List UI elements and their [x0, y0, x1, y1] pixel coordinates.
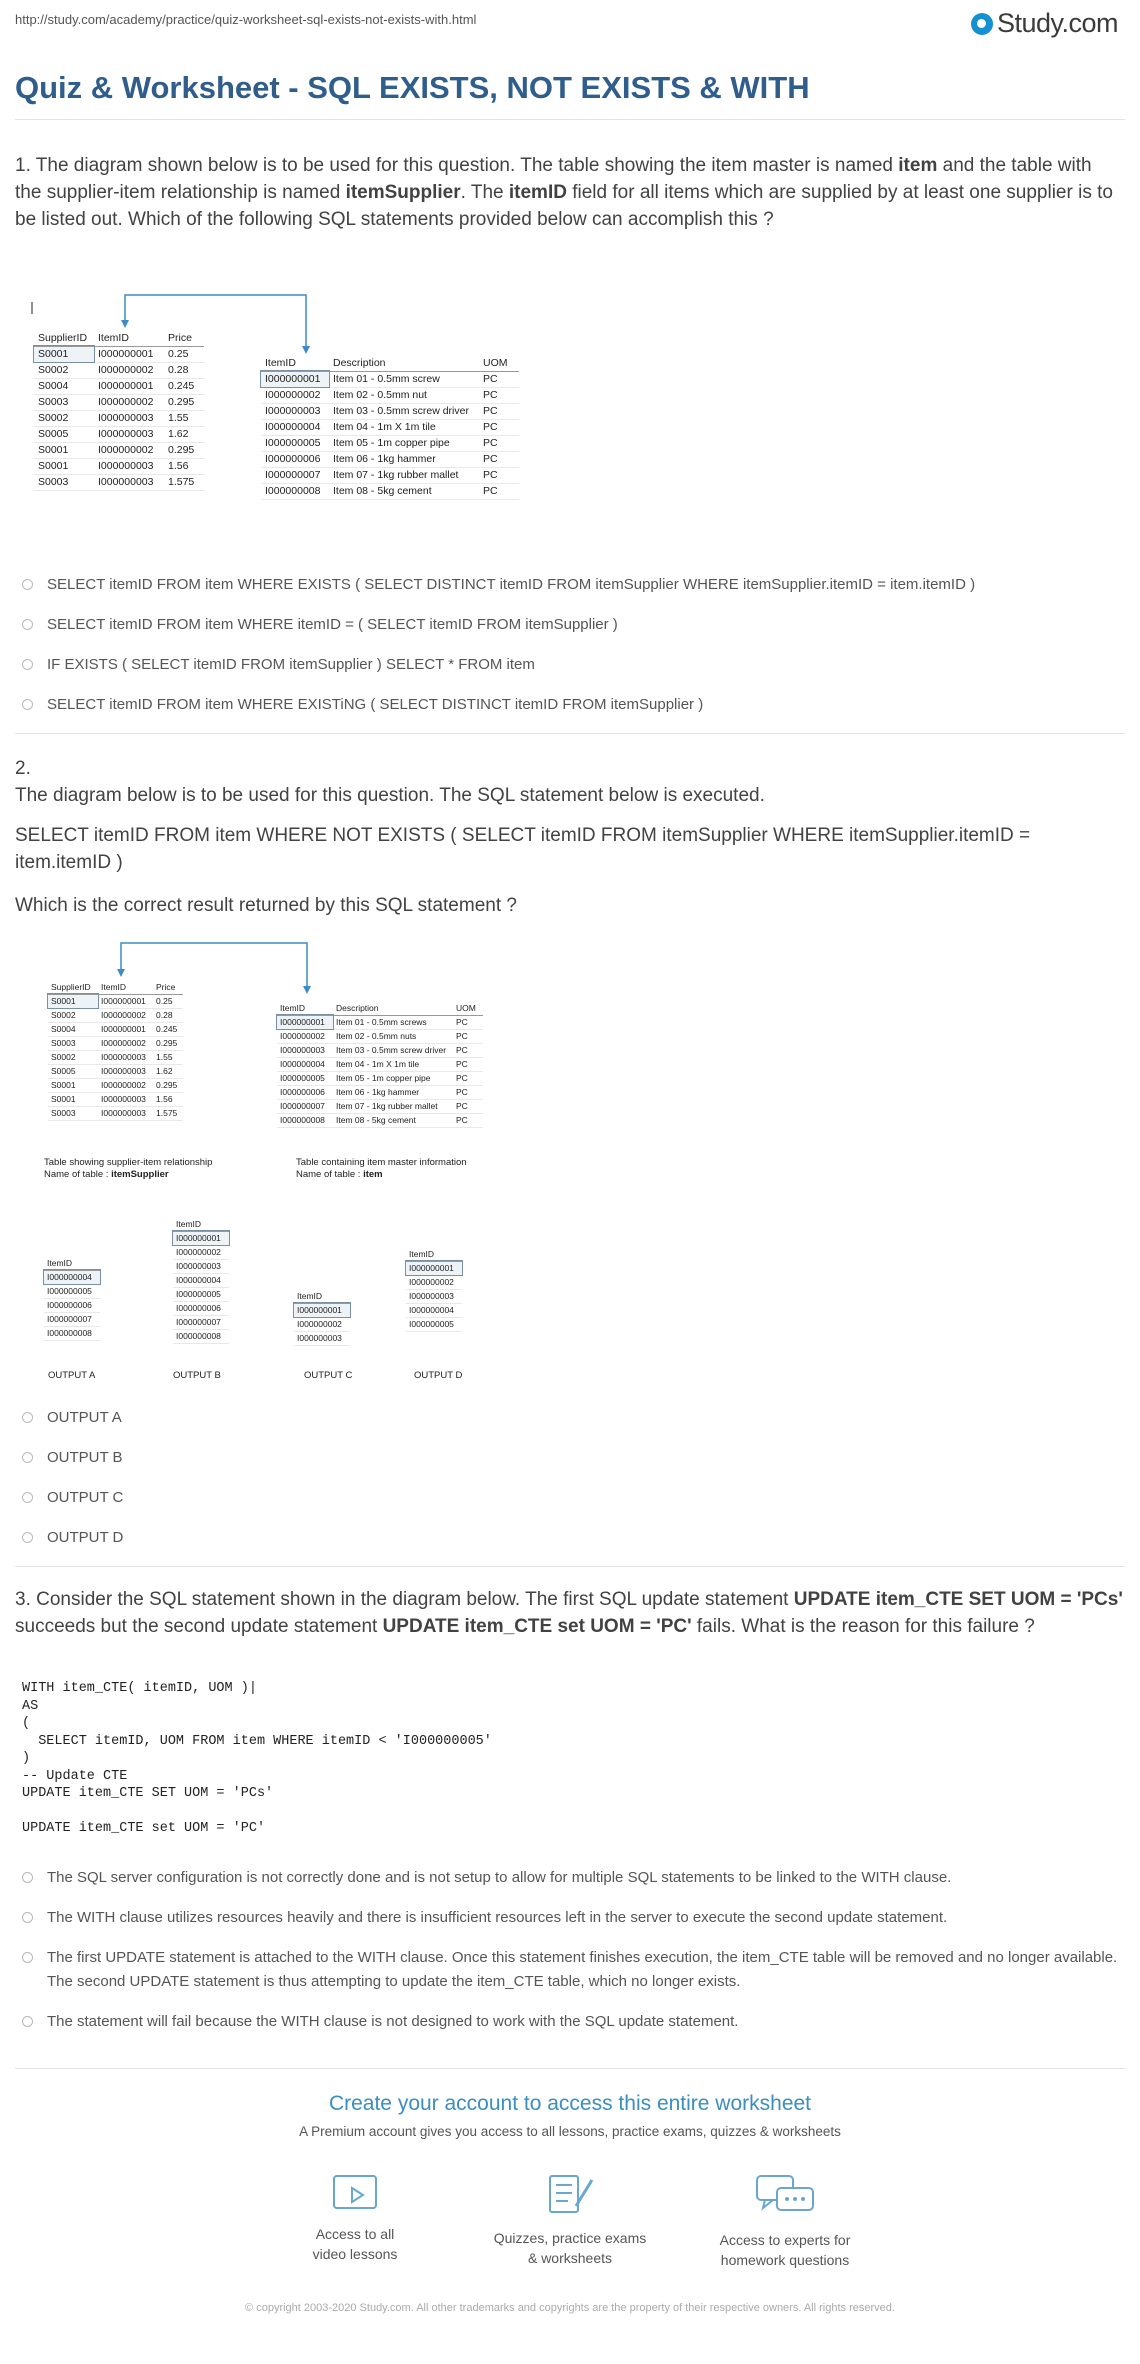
output-a-label: OUTPUT A [48, 1370, 96, 1381]
table-row [294, 1303, 350, 1317]
table-cell: PC [453, 1043, 483, 1057]
table-cell: Item 07 - 1kg rubber mallet [329, 467, 479, 483]
table-cell: I000000003 [98, 1064, 153, 1078]
question-2-prompt: Which is the correct result returned by this SQL statement ? [15, 895, 517, 916]
table-cell: I000000006 [261, 451, 329, 467]
table-header-cell: ItemID [173, 1217, 229, 1231]
table-row [34, 346, 204, 362]
question-2-option[interactable]: OUTPUT C [22, 1486, 1137, 1510]
table-cell: I000000001 [261, 371, 329, 387]
table-row [261, 387, 519, 403]
table-cell: PC [479, 403, 519, 419]
table-cell: S0004 [34, 378, 94, 394]
table-cell: S0001 [48, 1078, 98, 1092]
output-c-table [294, 1289, 350, 1346]
question-3-text: 3. Consider the SQL statement shown in the diagram below. The first SQL update statement UPDATE item_CTE SET UOM = 'PCs' succeeds but the second update statement UPDATE item_CTE set UOM = 'PC' fails. What is the reason for this failure ? [15, 1589, 1123, 1637]
table-header-cell: SupplierID [34, 330, 94, 346]
output-a-table [44, 1256, 100, 1341]
table-cell: S0003 [48, 1106, 98, 1120]
table-header-cell: ItemID [44, 1256, 100, 1270]
table-cell: 1.56 [164, 458, 204, 474]
table-row [44, 1270, 100, 1284]
table-cell: 1.62 [164, 426, 204, 442]
table-row [44, 1284, 100, 1298]
table-row [277, 1015, 483, 1029]
table-cell: I000000003 [98, 1092, 153, 1106]
table-cell: Item 03 - 0.5mm screw driver [333, 1043, 453, 1057]
table-cell: I000000004 [277, 1057, 333, 1071]
table-cell: I000000003 [94, 426, 164, 442]
table-cell: PC [453, 1015, 483, 1029]
table-row [48, 1050, 183, 1064]
table-cell: I000000002 [98, 1008, 153, 1022]
table-cell: 1.55 [153, 1050, 183, 1064]
table-cell: 0.295 [164, 442, 204, 458]
feature-video-lessons: Access to all video lessons [270, 2172, 440, 2264]
radio-button[interactable] [22, 1912, 33, 1923]
table-cell: S0002 [48, 1050, 98, 1064]
sql-code-block: WITH item_CTE( itemID, UOM )| AS ( SELECT itemID, UOM FROM item WHERE itemID < 'I000000005' ) -- Update CTE UPDATE item_CTE SET UOM = 'PCs' UPDATE item_CTE set UOM = 'PC' [22, 1681, 492, 1836]
table-cell: I000000003 [98, 1106, 153, 1120]
table-header-cell: ItemID [294, 1289, 350, 1303]
output-d-label: OUTPUT D [414, 1370, 463, 1381]
table-row [34, 378, 204, 394]
table-row [34, 426, 204, 442]
question-1-option[interactable]: SELECT itemID FROM item WHERE itemID = ( SELECT itemID FROM itemSupplier ) [22, 613, 1137, 637]
item-supplier-table [48, 980, 183, 1121]
table-cell: 1.62 [153, 1064, 183, 1078]
table-cell: 0.245 [164, 378, 204, 394]
radio-button[interactable] [22, 699, 33, 710]
table-cell: PC [453, 1099, 483, 1113]
table-row [261, 451, 519, 467]
table-cell: Item 06 - 1kg hammer [333, 1085, 453, 1099]
table-cell: 1.575 [153, 1106, 183, 1120]
table-header-cell: ItemID [277, 1001, 333, 1015]
table-header-cell: ItemID [261, 355, 329, 371]
table-cell: I000000004 [173, 1273, 229, 1287]
table-header-cell: SupplierID [48, 980, 98, 994]
table-row [44, 1298, 100, 1312]
table-row [48, 1092, 183, 1106]
table-cell: I000000002 [98, 1078, 153, 1092]
table-cell: 0.25 [153, 994, 183, 1008]
table-row [173, 1245, 229, 1259]
table-row [277, 1071, 483, 1085]
table-cell: I000000007 [173, 1315, 229, 1329]
table-cell: 1.56 [153, 1092, 183, 1106]
question-3-option[interactable]: The SQL server configuration is not correctly done and is not setup to allow for multiple SQL statements to be linked to the WITH clause. [22, 1866, 1137, 1890]
table-cell: I000000007 [277, 1099, 333, 1113]
table-cell: I000000003 [406, 1289, 462, 1303]
table-cell: S0005 [34, 426, 94, 442]
table-cell: I000000003 [294, 1331, 350, 1345]
table-row [34, 458, 204, 474]
table-cell: Item 07 - 1kg rubber mallet [333, 1099, 453, 1113]
question-1-option[interactable]: SELECT itemID FROM item WHERE EXISTS ( SELECT DISTINCT itemID FROM itemSupplier WHERE itemSupplier.itemID = item.itemID ) [22, 573, 1137, 597]
radio-button[interactable] [22, 579, 33, 590]
table-header-cell: ItemID [98, 980, 153, 994]
table-cell: I000000005 [406, 1317, 462, 1331]
table-cell: I000000006 [173, 1301, 229, 1315]
table-cell: I000000003 [173, 1259, 229, 1273]
table-cell: I000000003 [98, 1050, 153, 1064]
table-cell: PC [479, 371, 519, 387]
table-cell: S0005 [48, 1064, 98, 1078]
table-cell: S0002 [34, 362, 94, 378]
table-cell: I000000006 [277, 1085, 333, 1099]
table-cell: I000000003 [277, 1043, 333, 1057]
feature-quizzes: Quizzes, practice exams & worksheets [485, 2172, 655, 2268]
table-cell: I000000007 [44, 1312, 100, 1326]
table-cell: 0.245 [153, 1022, 183, 1036]
table-cell: I000000002 [294, 1317, 350, 1331]
table-row [294, 1317, 350, 1331]
table-header-cell: Description [329, 355, 479, 371]
table-cell: I000000008 [261, 483, 329, 499]
table-row [34, 442, 204, 458]
table-header-cell: UOM [479, 355, 519, 371]
table-cell: Item 08 - 5kg cement [333, 1113, 453, 1127]
table-cell: 1.55 [164, 410, 204, 426]
table-cell: I000000001 [94, 378, 164, 394]
table-cell: PC [453, 1071, 483, 1085]
table-header-cell: Price [153, 980, 183, 994]
table-cell: I000000004 [44, 1270, 100, 1284]
table-cell: I000000005 [173, 1287, 229, 1301]
table-row [277, 1113, 483, 1127]
table-cell: PC [479, 387, 519, 403]
table-cell: S0003 [48, 1036, 98, 1050]
question-3-option[interactable]: The statement will fail because the WITH clause is not designed to work with the SQL update statement. [22, 2010, 1137, 2034]
video-lesson-icon [328, 2172, 382, 2212]
supplier-table-caption: Table showing supplier-item relationship Name of table : itemSupplier [44, 1157, 213, 1180]
question-1-diagram [28, 290, 548, 530]
table-row [173, 1287, 229, 1301]
table-cell: I000000008 [277, 1113, 333, 1127]
table-cell: I000000001 [173, 1231, 229, 1245]
table-row [294, 1331, 350, 1345]
table-cell: I000000002 [406, 1275, 462, 1289]
table-cell: I000000005 [277, 1071, 333, 1085]
question-3-option[interactable]: The first UPDATE statement is attached to the WITH clause. Once this statement finishes execution, the item_CTE table will be removed and no longer available. The second UPDATE statement is thus attempting to update the item_CTE table, which no longer exists. [22, 1946, 1137, 1994]
table-row [406, 1261, 462, 1275]
table-cell: I000000001 [94, 346, 164, 362]
table-cell: Item 04 - 1m X 1m tile [333, 1057, 453, 1071]
table-cell: 0.25 [164, 346, 204, 362]
table-cell: S0002 [48, 1008, 98, 1022]
table-cell: I000000004 [261, 419, 329, 435]
table-row [277, 1029, 483, 1043]
radio-button[interactable] [22, 1492, 33, 1503]
table-row [261, 435, 519, 451]
table-cell: I000000003 [94, 458, 164, 474]
table-cell: PC [479, 451, 519, 467]
study-logo-icon [971, 13, 993, 35]
table-row [277, 1085, 483, 1099]
divider [15, 119, 1125, 120]
table-row [406, 1289, 462, 1303]
table-cell: I000000001 [406, 1261, 462, 1275]
table-row [261, 371, 519, 387]
question-2-number: 2. [15, 758, 31, 779]
table-cell: PC [479, 467, 519, 483]
study-logo[interactable] [971, 8, 1118, 39]
question-2-intro: The diagram below is to be used for this question. The SQL statement below is executed. [15, 785, 765, 806]
table-cell: I000000003 [94, 474, 164, 490]
question-3-option[interactable]: The WITH clause utilizes resources heavily and there is insufficient resources left in the server to execute the second update statement. [22, 1906, 1137, 1930]
feature-experts: Access to experts for homework questions [700, 2172, 870, 2270]
table-row [34, 362, 204, 378]
table-cell: I000000008 [173, 1329, 229, 1343]
output-b-table [173, 1217, 229, 1344]
item-supplier-table [34, 330, 204, 491]
divider [15, 2068, 1125, 2069]
radio-button[interactable] [22, 619, 33, 630]
output-options-diagram [40, 1210, 510, 1390]
radio-button[interactable] [22, 1872, 33, 1883]
output-d-table [406, 1247, 462, 1332]
table-row [406, 1317, 462, 1331]
table-cell: PC [479, 419, 519, 435]
table-cell: PC [453, 1085, 483, 1099]
table-cell: Item 05 - 1m copper pipe [333, 1071, 453, 1085]
table-row [48, 1008, 183, 1022]
table-cell: I000000007 [261, 467, 329, 483]
table-row [261, 467, 519, 483]
table-cell: 0.28 [153, 1008, 183, 1022]
radio-button[interactable] [22, 1412, 33, 1423]
table-cell: 0.295 [164, 394, 204, 410]
item-master-table [277, 1001, 483, 1128]
table-cell: S0003 [34, 394, 94, 410]
table-header-cell: ItemID [406, 1247, 462, 1261]
table-row [173, 1329, 229, 1343]
question-2-option[interactable]: OUTPUT A [22, 1406, 1137, 1430]
divider [15, 733, 1125, 734]
table-row [48, 1106, 183, 1120]
table-cell: Item 04 - 1m X 1m tile [329, 419, 479, 435]
item-table-caption: Table containing item master information Name of table : item [296, 1157, 467, 1180]
table-cell: Item 02 - 0.5mm nut [329, 387, 479, 403]
table-cell: I000000002 [94, 362, 164, 378]
table-row [173, 1259, 229, 1273]
table-cell: I000000004 [406, 1303, 462, 1317]
table-cell: Item 02 - 0.5mm nuts [333, 1029, 453, 1043]
table-cell: I000000005 [261, 435, 329, 451]
table-cell: S0001 [48, 1092, 98, 1106]
question-2-option[interactable]: OUTPUT D [22, 1526, 1137, 1550]
table-row [277, 1099, 483, 1113]
radio-button[interactable] [22, 1452, 33, 1463]
table-row [173, 1301, 229, 1315]
table-row [277, 1057, 483, 1071]
table-cell: S0003 [34, 474, 94, 490]
table-cell: S0004 [48, 1022, 98, 1036]
table-cell: I000000003 [94, 410, 164, 426]
question-1-option[interactable]: SELECT itemID FROM item WHERE EXISTiNG ( SELECT DISTINCT itemID FROM itemSupplier ) [22, 693, 1137, 717]
table-header-cell: UOM [453, 1001, 483, 1015]
table-cell: Item 08 - 5kg cement [329, 483, 479, 499]
table-cell: S0001 [34, 442, 94, 458]
output-c-label: OUTPUT C [304, 1370, 353, 1381]
cta-subtitle: A Premium account gives you access to all lessons, practice exams, quizzes & worksheets [299, 2124, 841, 2139]
table-row [261, 419, 519, 435]
divider [15, 1566, 1125, 1567]
table-cell: PC [453, 1113, 483, 1127]
table-cell: PC [479, 435, 519, 451]
table-cell: I000000001 [294, 1303, 350, 1317]
radio-button[interactable] [22, 659, 33, 670]
item-master-table [261, 355, 519, 500]
table-cell: I000000001 [98, 1022, 153, 1036]
radio-button[interactable] [22, 1532, 33, 1543]
table-cell: I000000003 [261, 403, 329, 419]
table-cell: I000000002 [261, 387, 329, 403]
table-row [48, 1036, 183, 1050]
table-row [277, 1043, 483, 1057]
question-2-statement: SELECT itemID FROM item WHERE NOT EXISTS ( SELECT itemID FROM itemSupplier WHERE itemSupplier.itemID = item.itemID ) [15, 825, 1031, 873]
table-row [261, 403, 519, 419]
question-1-text: 1. The diagram shown below is to be used for this question. The table showing the item master is named item and the table with the supplier-item relationship is named itemSupplier. The itemID field for all items which are supplied by at least one supplier is to be listed out. Which of the following SQL statements provided below can accomplish this ? [15, 155, 1113, 230]
question-1-option[interactable]: IF EXISTS ( SELECT itemID FROM itemSupplier ) SELECT * FROM item [22, 653, 1137, 677]
table-row [44, 1312, 100, 1326]
table-header-cell: ItemID [94, 330, 164, 346]
table-cell: I000000001 [277, 1015, 333, 1029]
table-row [406, 1275, 462, 1289]
table-cell: 0.295 [153, 1078, 183, 1092]
radio-button[interactable] [22, 1952, 33, 1963]
quiz-worksheet-icon [540, 2172, 600, 2216]
table-cell: S0002 [34, 410, 94, 426]
create-account-link[interactable]: Create your account to access this entire worksheet [328, 2092, 812, 2115]
table-cell: Item 06 - 1kg hammer [329, 451, 479, 467]
table-cell: S0001 [48, 994, 98, 1008]
table-cell: 0.28 [164, 362, 204, 378]
page-url[interactable]: http://study.com/academy/practice/quiz-worksheet-sql-exists-not-exists-with.html [15, 12, 477, 27]
table-row [261, 483, 519, 499]
table-row [48, 1022, 183, 1036]
table-row [173, 1231, 229, 1245]
table-header-cell: Price [164, 330, 204, 346]
table-cell: I000000008 [44, 1326, 100, 1340]
table-row [48, 1064, 183, 1078]
expert-chat-icon [753, 2172, 817, 2218]
table-cell: S0001 [34, 346, 94, 362]
table-cell: PC [453, 1057, 483, 1071]
table-cell: I000000001 [98, 994, 153, 1008]
table-cell: Item 03 - 0.5mm screw driver [329, 403, 479, 419]
logo-text: Study.com [996, 8, 1118, 38]
table-cell: I000000002 [98, 1036, 153, 1050]
table-cell: I000000002 [277, 1029, 333, 1043]
output-b-label: OUTPUT B [173, 1370, 221, 1381]
question-2-diagram [40, 935, 520, 1185]
table-cell: PC [453, 1029, 483, 1043]
radio-button[interactable] [22, 2016, 33, 2027]
table-row [34, 474, 204, 490]
table-cell: I000000002 [94, 394, 164, 410]
table-row [48, 1078, 183, 1092]
table-cell: Item 01 - 0.5mm screw [329, 371, 479, 387]
table-row [44, 1326, 100, 1340]
table-row [173, 1315, 229, 1329]
table-cell: Item 01 - 0.5mm screws [333, 1015, 453, 1029]
page-title: Quiz & Worksheet - SQL EXISTS, NOT EXISTS & WITH [15, 70, 810, 105]
table-cell: I000000006 [44, 1298, 100, 1312]
table-row [48, 994, 183, 1008]
question-2-option[interactable]: OUTPUT B [22, 1446, 1137, 1470]
table-row [34, 410, 204, 426]
table-cell: I000000002 [94, 442, 164, 458]
table-cell: 0.295 [153, 1036, 183, 1050]
table-row [34, 394, 204, 410]
table-cell: 1.575 [164, 474, 204, 490]
footer-copyright: © copyright 2003-2020 Study.com. All other trademarks and copyrights are the property of their respective owners. All rights reserved. [245, 2302, 895, 2314]
table-row [173, 1273, 229, 1287]
table-cell: Item 05 - 1m copper pipe [329, 435, 479, 451]
table-cell: PC [479, 483, 519, 499]
table-header-cell: Description [333, 1001, 453, 1015]
table-row [406, 1303, 462, 1317]
table-cell: I000000002 [173, 1245, 229, 1259]
table-cell: S0001 [34, 458, 94, 474]
table-cell: I000000005 [44, 1284, 100, 1298]
